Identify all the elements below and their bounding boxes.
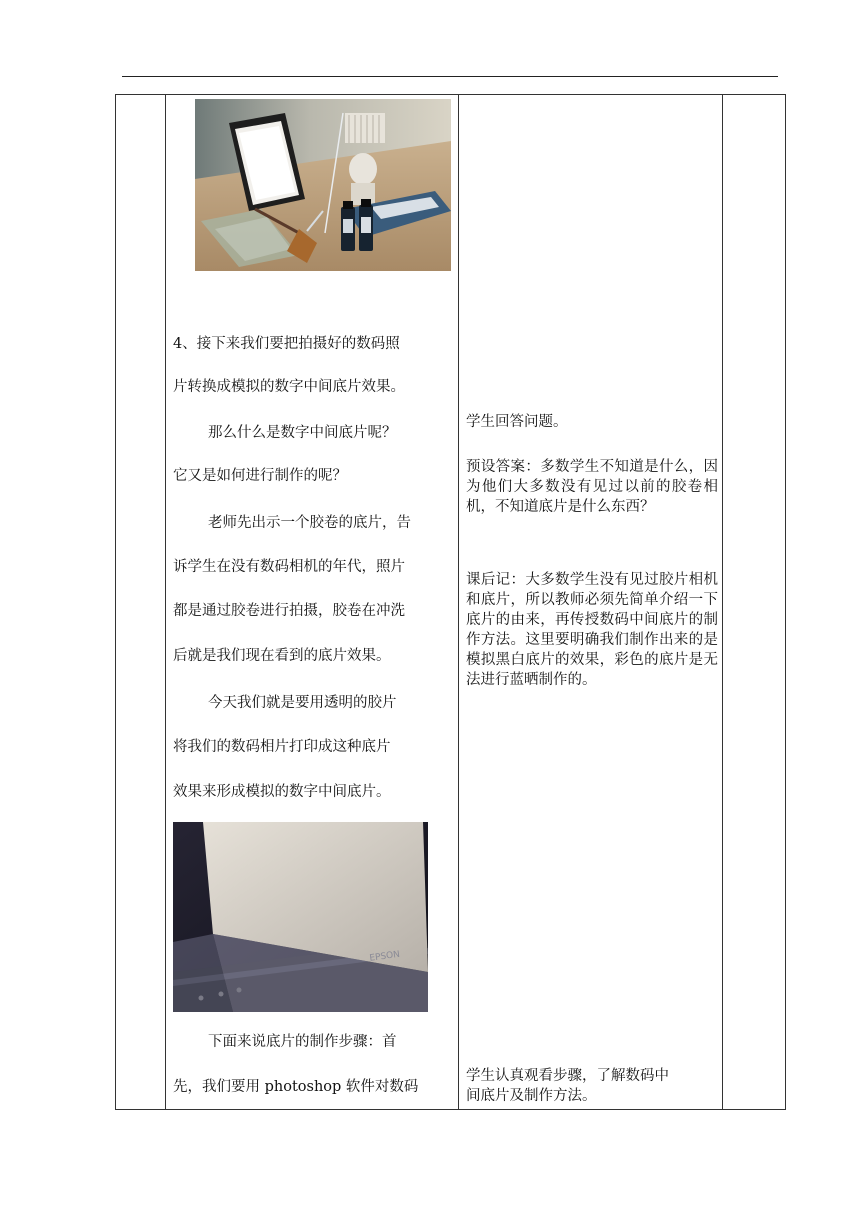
question-line1: 那么什么是数字中间底片呢？ <box>208 425 397 441</box>
table-col-border <box>458 94 459 1110</box>
steps-para-line2: 先，我们要用 photoshop 软件对数码 <box>173 1079 419 1095</box>
table-col-border <box>115 94 116 1110</box>
steps-para-line1: 下面来说底片的制作步骤：首 <box>208 1034 397 1050</box>
table-col-border <box>165 94 166 1110</box>
printer-brand-label: EPSON <box>368 949 401 964</box>
transparency-film-photo <box>173 822 428 1012</box>
negative-para-line3: 效果来形成模拟的数字中间底片。 <box>173 784 391 800</box>
student-watch-note-line1: 学生认真观看步骤，了解数码中 <box>466 1068 669 1084</box>
negative-para-line2: 将我们的数码相片打印成这种底片 <box>173 739 391 755</box>
question-line2: 它又是如何进行制作的呢？ <box>173 468 347 484</box>
header-rule <box>122 76 778 77</box>
cyanotype-materials-photo <box>195 99 451 271</box>
preset-answer-note: 预设答案：多数学生不知道是什么，因为他们大多数没有见过以前的胶卷相机，不知道底片是什么东西？ <box>466 459 718 515</box>
step4-line2: 片转换成模拟的数字中间底片效果。 <box>173 379 405 395</box>
student-answer-note: 学生回答问题。 <box>466 414 568 430</box>
table-bottom-border <box>115 1109 786 1110</box>
after-class-note: 课后记：大多数学生没有见过胶片相机和底片，所以教师必须先简单介绍一下底片的由来，再传授数码中间底片的制作方法。这里要明确我们制作出来的是模拟黑白底片的效果，彩色的底片是无法进行蓝晒制作的。 <box>466 572 718 688</box>
teacher-para-line4: 后就是我们现在看到的底片效果。 <box>173 648 391 664</box>
table-col-border <box>722 94 723 1110</box>
teacher-para-line1: 老师先出示一个胶卷的底片，告 <box>208 515 411 531</box>
table-col-border <box>785 94 786 1110</box>
student-watch-note-line2: 间底片及制作方法。 <box>466 1088 597 1104</box>
table-top-border <box>115 94 786 95</box>
teacher-para-line2: 诉学生在没有数码相机的年代，照片 <box>173 559 405 575</box>
negative-para-line1: 今天我们就是要用透明的胶片 <box>208 695 397 711</box>
step4-line1: 4、接下来我们要把拍摄好的数码照 <box>173 336 400 352</box>
teacher-para-line3: 都是通过胶卷进行拍摄，胶卷在冲洗 <box>173 603 405 619</box>
